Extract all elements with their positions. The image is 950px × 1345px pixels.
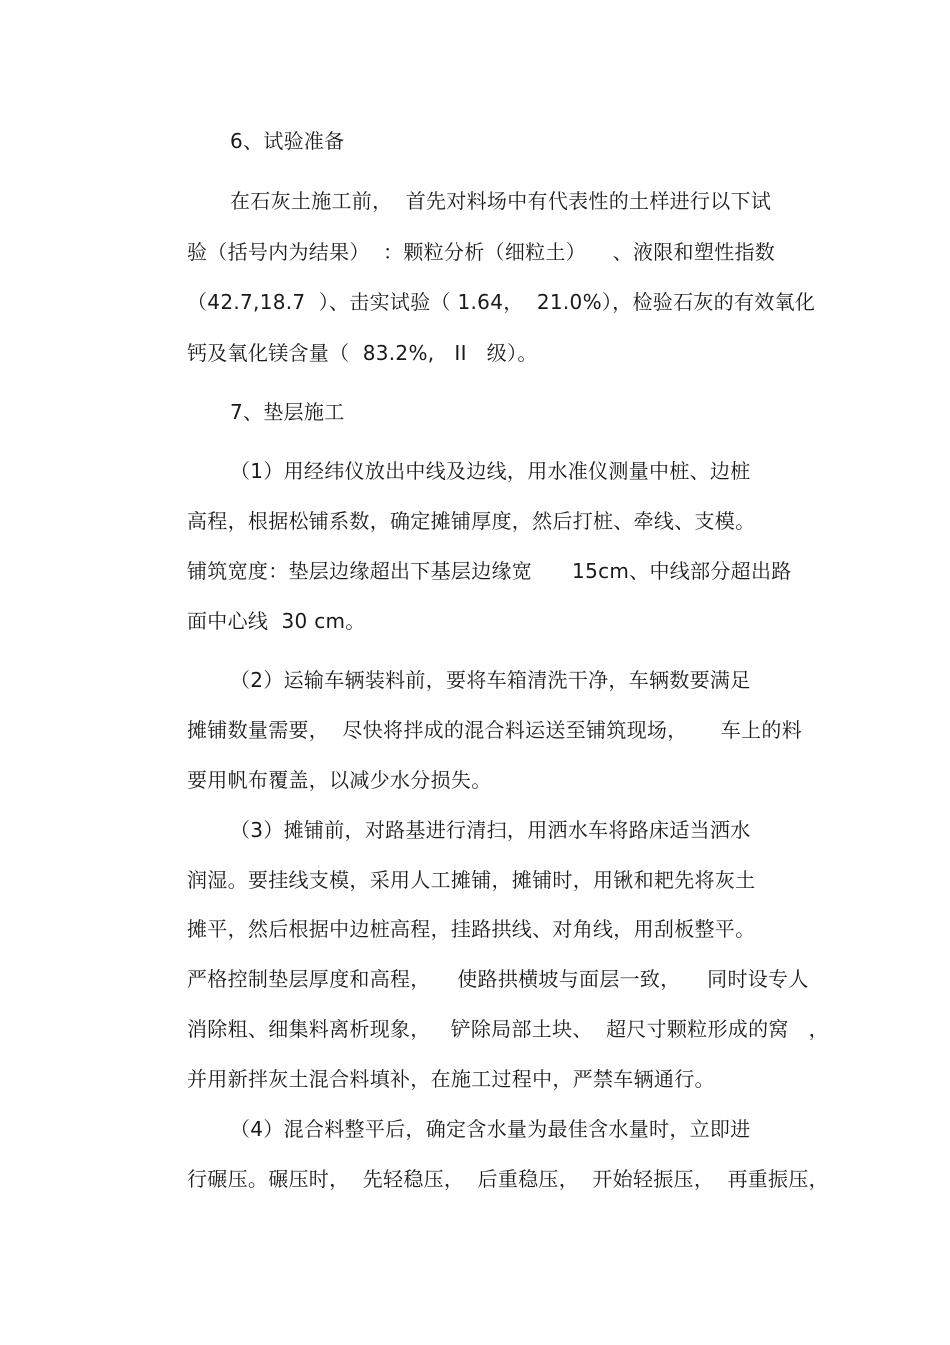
- paragraph-line: 行碾压。碾压时， 先轻稳压， 后重稳压， 开始轻振压， 再重振压，: [187, 1167, 829, 1191]
- paragraph-line: （3）摊铺前，对路基进行清扫，用洒水车将路床适当洒水: [230, 818, 751, 842]
- paragraph-line: 严格控制垫层厚度和高程， 使路拱横坡与面层一致， 同时设专人: [187, 967, 809, 991]
- paragraph-line: （1）用经纬仪放出中线及边线，用水准仪测量中桩、边桩: [230, 459, 751, 483]
- paragraph-line: 并用新拌灰土混合料填补，在施工过程中，严禁车辆通行。: [187, 1067, 715, 1091]
- paragraph-line: 面中心线 30 cm。: [187, 609, 366, 633]
- paragraph-line: 要用帆布覆盖，以减少水分损失。: [187, 768, 492, 792]
- heading-cushion-construction: 7、垫层施工: [230, 400, 345, 424]
- paragraph-line: 验（括号内为结果） ：颗粒分析（细粒土） 、液限和塑性指数: [187, 240, 776, 264]
- paragraph-line: 摊平，然后根据中边桩高程，挂路拱线、对角线，用刮板整平。: [187, 917, 756, 941]
- paragraph-line: 铺筑宽度：垫层边缘超出下基层边缘宽 15cm、中线部分超出路: [187, 559, 792, 583]
- paragraph-line: 钙及氧化镁含量（ 83.2%, II 级）。: [187, 341, 538, 365]
- paragraph-line: （4）混合料整平后，确定含水量为最佳含水量时，立即进: [230, 1117, 751, 1141]
- heading-test-preparation: 6、试验准备: [230, 129, 345, 153]
- paragraph-line: 摊铺数量需要， 尽快将拌成的混合料运送至铺筑现场， 车上的料: [187, 718, 803, 742]
- paragraph-line: 消除粗、细集料离析现象， 铲除局部土块、 超尺寸颗粒形成的窝 ，: [187, 1017, 829, 1041]
- paragraph-line: （2）运输车辆装料前，要将车箱清洗干净，车辆数要满足: [230, 668, 751, 692]
- paragraph-line: （42.7,18.7 ）、击实试验（ 1.64， 21.0%），检验石灰的有效氧化: [187, 290, 816, 314]
- paragraph-line: 高程，根据松铺系数，确定摊铺厚度，然后打桩、牵线、支模。: [187, 509, 756, 533]
- paragraph-line: 润湿。要挂线支模，采用人工摊铺，摊铺时，用锹和耙先将灰土: [187, 868, 756, 892]
- paragraph-line: 在石灰土施工前， 首先对料场中有代表性的土样进行以下试: [230, 189, 772, 213]
